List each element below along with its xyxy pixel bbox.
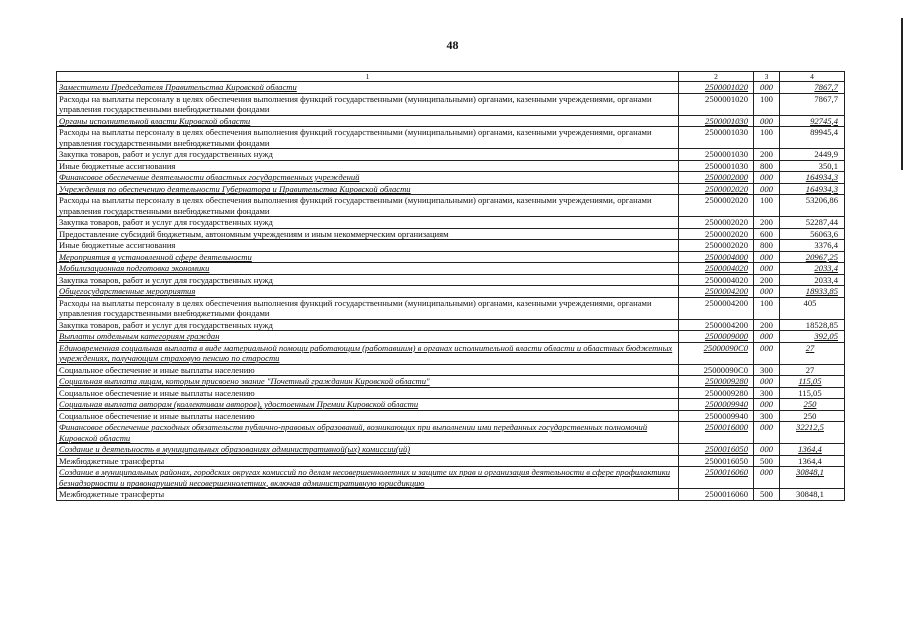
row-type-cell: 000 [754,422,780,444]
table-header-row [57,72,845,82]
row-amount-cell: 52287,44 [780,217,845,229]
row-amount-cell: 7867,7 [780,82,845,94]
row-amount-cell: 30848,1 [780,489,845,501]
row-name-cell: Социальная выплата авторам (коллективам авторов), удостоенным Премии Кировской области [57,399,679,411]
row-amount-cell: 115,05 [780,376,845,388]
row-code-cell: 2500002020 [679,183,754,195]
row-type-cell: 300 [754,364,780,376]
row-name-cell: Межбюджетные трансферты [57,455,679,467]
row-type-cell: 100 [754,195,780,217]
table-row [57,399,845,411]
row-amount-cell: 2033,4 [780,263,845,275]
row-code-cell: 2500004200 [679,297,754,319]
row-amount-cell: 30848,1 [780,467,845,489]
row-code-cell: 2500004020 [679,274,754,286]
row-amount-cell: 56063,6 [780,228,845,240]
row-name-cell: Предоставление субсидий бюджетным, автономным учреждениям и иным некоммерческим организациям [57,228,679,240]
row-code-cell: 2500004200 [679,286,754,298]
row-type-cell: 000 [754,399,780,411]
row-code-cell: 2500016060 [679,467,754,489]
table-row [57,263,845,275]
row-type-cell: 100 [754,93,780,115]
row-type-cell: 500 [754,455,780,467]
row-name-cell: Социальное обеспечение и иные выплаты населению [57,364,679,376]
row-amount-cell: 89945,4 [780,127,845,149]
row-amount-cell: 53206,86 [780,195,845,217]
row-code-cell: 2500001030 [679,115,754,127]
row-code-cell: 2500004020 [679,263,754,275]
table-row [57,251,845,263]
table-row [57,183,845,195]
column-header-4: 4 [780,72,845,82]
row-type-cell: 000 [754,251,780,263]
table-row [57,286,845,298]
table-row [57,489,845,501]
row-amount-cell: 250 [780,410,845,422]
table-row [57,422,845,444]
table-row [57,82,845,94]
row-amount-cell: 27 [780,364,845,376]
row-amount-cell: 92745,4 [780,115,845,127]
table-row [57,149,845,161]
table-row [57,376,845,388]
row-name-cell: Единовременная социальная выплата в виде материальной помощи работающим (работавшим) в органах исполнительной власти области и областных бюджетных учреждениях, получающим страховую пенсию по старости [57,342,679,364]
row-code-cell: 2500001030 [679,127,754,149]
table-row [57,410,845,422]
row-type-cell: 300 [754,410,780,422]
row-code-cell: 2500004200 [679,319,754,331]
row-type-cell: 000 [754,342,780,364]
row-code-cell: 2500009000 [679,331,754,343]
row-amount-cell: 20967,25 [780,251,845,263]
row-type-cell: 100 [754,297,780,319]
row-name-cell: Учреждения по обеспечению деятельности Губернатора и Правительства Кировской области [57,183,679,195]
row-name-cell: Выплаты отдельным категориям граждан [57,331,679,343]
table-row [57,127,845,149]
row-code-cell: 2500002020 [679,195,754,217]
budget-table [56,71,845,501]
row-code-cell: 2500001020 [679,93,754,115]
table-row [57,319,845,331]
row-amount-cell: 250 [780,399,845,411]
column-header-2: 2 [679,72,754,82]
page-number: 48 [446,38,459,52]
row-amount-cell: 405 [780,297,845,319]
table-row [57,342,845,364]
row-code-cell: 25000090С0 [679,364,754,376]
table-row [57,228,845,240]
row-name-cell: Общегосударственные мероприятия [57,286,679,298]
table-row [57,455,845,467]
column-header-1: 1 [57,72,679,82]
row-amount-cell: 7867,7 [780,93,845,115]
row-amount-cell: 1364,4 [780,444,845,456]
row-name-cell: Социальная выплата лицам, которым присвоено звание "Почетный гражданин Кировской области" [57,376,679,388]
row-type-cell: 000 [754,331,780,343]
row-amount-cell: 350,1 [780,160,845,172]
table-row [57,172,845,184]
row-type-cell: 100 [754,127,780,149]
row-name-cell: Финансовое обеспечение расходных обязательств публично-правовых образований, возникающих при выполнении ими переданных государственных полномочий Кировской области [57,422,679,444]
row-name-cell: Социальное обеспечение и иные выплаты населению [57,410,679,422]
row-name-cell: Иные бюджетные ассигнования [57,160,679,172]
row-name-cell: Расходы на выплаты персоналу в целях обеспечения выполнения функций государственными (муниципальными) органами, казенными учреждениями, органами управления государственными внебюджетными фондами [57,297,679,319]
row-code-cell: 2500016050 [679,455,754,467]
row-name-cell: Создание и деятельность в муниципальных образованиях административной(ых) комиссии(ий) [57,444,679,456]
row-name-cell: Мероприятия в установленной сфере деятельности [57,251,679,263]
table-row [57,387,845,399]
row-type-cell: 300 [754,387,780,399]
row-type-cell: 500 [754,489,780,501]
row-code-cell: 2500002020 [679,217,754,229]
row-type-cell: 000 [754,286,780,298]
row-name-cell: Создание в муниципальных районах, городских округах комиссий по делам несовершеннолетних и защите их прав и организация деятельности в сфере профилактики безнадзорности и правонарушений несовершеннолетних, включая административную юрисдикцию [57,467,679,489]
row-type-cell: 800 [754,160,780,172]
row-type-cell: 200 [754,149,780,161]
table-row [57,217,845,229]
row-name-cell: Мобилизационная подготовка экономики [57,263,679,275]
table-row [57,160,845,172]
table-row [57,331,845,343]
row-type-cell: 000 [754,376,780,388]
row-type-cell: 200 [754,217,780,229]
row-code-cell: 2500002020 [679,228,754,240]
page-edge-line [901,18,903,170]
row-amount-cell: 2033,4 [780,274,845,286]
row-code-cell: 2500016000 [679,422,754,444]
row-amount-cell: 32212,5 [780,422,845,444]
row-name-cell: Социальное обеспечение и иные выплаты населению [57,387,679,399]
row-code-cell: 2500002000 [679,172,754,184]
row-code-cell: 2500001030 [679,160,754,172]
table-row [57,274,845,286]
row-amount-cell: 164934,3 [780,172,845,184]
row-name-cell: Заместители Председателя Правительства Кировской области [57,82,679,94]
table-row [57,364,845,376]
row-name-cell: Закупка товаров, работ и услуг для государственных нужд [57,319,679,331]
row-code-cell: 25000090С0 [679,342,754,364]
row-code-cell: 2500009280 [679,387,754,399]
row-code-cell: 2500016060 [679,489,754,501]
row-type-cell: 000 [754,115,780,127]
row-type-cell: 000 [754,444,780,456]
row-name-cell: Органы исполнительной власти Кировской области [57,115,679,127]
row-name-cell: Межбюджетные трансферты [57,489,679,501]
table-row [57,115,845,127]
row-code-cell: 2500009940 [679,399,754,411]
row-type-cell: 200 [754,319,780,331]
row-type-cell: 000 [754,82,780,94]
row-type-cell: 200 [754,274,780,286]
row-code-cell: 2500001030 [679,149,754,161]
table-row [57,240,845,252]
row-name-cell: Иные бюджетные ассигнования [57,240,679,252]
row-code-cell: 2500009940 [679,410,754,422]
row-amount-cell: 1364,4 [780,455,845,467]
row-amount-cell: 18933,85 [780,286,845,298]
row-amount-cell: 27 [780,342,845,364]
row-amount-cell: 2449,9 [780,149,845,161]
table-row [57,444,845,456]
row-name-cell: Расходы на выплаты персоналу в целях обеспечения выполнения функций государственными (муниципальными) органами, казенными учреждениями, органами управления государственными внебюджетными фондами [57,93,679,115]
row-amount-cell: 164934,3 [780,183,845,195]
column-header-3: 3 [754,72,780,82]
table-row [57,467,845,489]
row-amount-cell: 3376,4 [780,240,845,252]
row-code-cell: 2500009280 [679,376,754,388]
row-type-cell: 000 [754,263,780,275]
row-name-cell: Расходы на выплаты персоналу в целях обеспечения выполнения функций государственными (муниципальными) органами, казенными учреждениями, органами управления государственными внебюджетными фондами [57,127,679,149]
row-code-cell: 2500002020 [679,240,754,252]
table-row [57,195,845,217]
row-code-cell: 2500004000 [679,251,754,263]
table-row [57,93,845,115]
row-name-cell: Расходы на выплаты персоналу в целях обеспечения выполнения функций государственными (муниципальными) органами, казенными учреждениями, органами управления государственными внебюджетными фондами [57,195,679,217]
row-type-cell: 000 [754,172,780,184]
row-type-cell: 000 [754,467,780,489]
row-name-cell: Закупка товаров, работ и услуг для государственных нужд [57,149,679,161]
row-name-cell: Финансовое обеспечение деятельности областных государственных учреждений [57,172,679,184]
row-name-cell: Закупка товаров, работ и услуг для государственных нужд [57,274,679,286]
row-type-cell: 600 [754,228,780,240]
row-type-cell: 000 [754,183,780,195]
row-amount-cell: 392,05 [780,331,845,343]
row-code-cell: 2500001020 [679,82,754,94]
row-amount-cell: 18528,85 [780,319,845,331]
row-code-cell: 2500016050 [679,444,754,456]
row-amount-cell: 115,05 [780,387,845,399]
row-name-cell: Закупка товаров, работ и услуг для государственных нужд [57,217,679,229]
row-type-cell: 800 [754,240,780,252]
table-row [57,297,845,319]
